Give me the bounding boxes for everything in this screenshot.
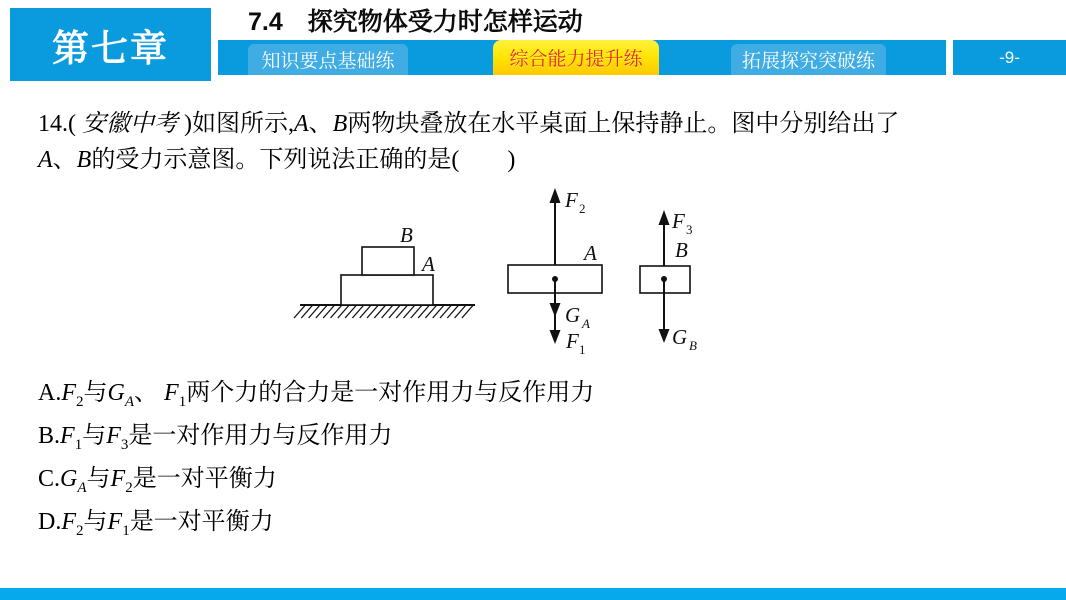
tab-bar: [218, 40, 946, 75]
page-number: -9-: [953, 40, 1066, 75]
fbd-a-weight-label: G: [565, 303, 581, 327]
fbd-a-down-force-subscript: 1: [579, 342, 586, 357]
fbd-b-weight-label: G: [672, 325, 688, 349]
question-line-2: A、B的受力示意图。下列说法正确的是( ): [38, 147, 516, 173]
question-line-1: 14.( 安徽中考 )如图所示,A、B两物块叠放在水平桌面上保持静止。图中分别给出了: [38, 111, 900, 137]
fbd-a-up-force-subscript: 2: [579, 201, 586, 216]
option-d: $D.F_2$与$F_1$是一对平衡力: [38, 509, 274, 539]
fbd-a-down-force-label: F: [566, 329, 579, 353]
chapter-badge: 第七章: [10, 8, 211, 81]
fbd-b-up-force-label: F: [672, 209, 685, 233]
free-body-diagram-a: [508, 188, 602, 357]
stack-block-a-label: A: [422, 252, 435, 276]
free-body-diagram-b: [640, 209, 697, 353]
fbd-b-up-force-subscript: 3: [686, 222, 693, 237]
tab-comprehensive-ability-practice[interactable]: 综合能力提升练: [493, 40, 659, 75]
fbd-a-weight-subscript: A: [582, 316, 590, 331]
option-a: $A.F_2$与$G_A$、 $F_1$两个力的合力是一对作用力与反作用力: [38, 380, 595, 410]
option-b: $B.F_1$与$F_3$是一对作用力与反作用力: [38, 423, 393, 453]
footer-bar: [0, 588, 1066, 600]
page-title: 7.4 探究物体受力时怎样运动: [248, 8, 583, 36]
tab-extension-exploration-practice[interactable]: 拓展探究突破练: [731, 44, 886, 75]
force-diagram: [280, 180, 720, 365]
fbd-b-weight-subscript: B: [689, 338, 697, 353]
tab-basic-knowledge-practice[interactable]: 知识要点基础练: [248, 44, 408, 75]
stack-block-b-label: B: [400, 223, 413, 247]
fbd-b-block-label: B: [675, 238, 688, 262]
question-stem: [38, 106, 1038, 178]
stacked-blocks-figure: [294, 223, 475, 318]
option-c: $C.G_A$与$F_2$是一对平衡力: [38, 466, 277, 496]
fbd-a-block-label: A: [584, 241, 597, 265]
answer-options: [38, 372, 1038, 544]
fbd-a-up-force-label: F: [565, 188, 578, 212]
